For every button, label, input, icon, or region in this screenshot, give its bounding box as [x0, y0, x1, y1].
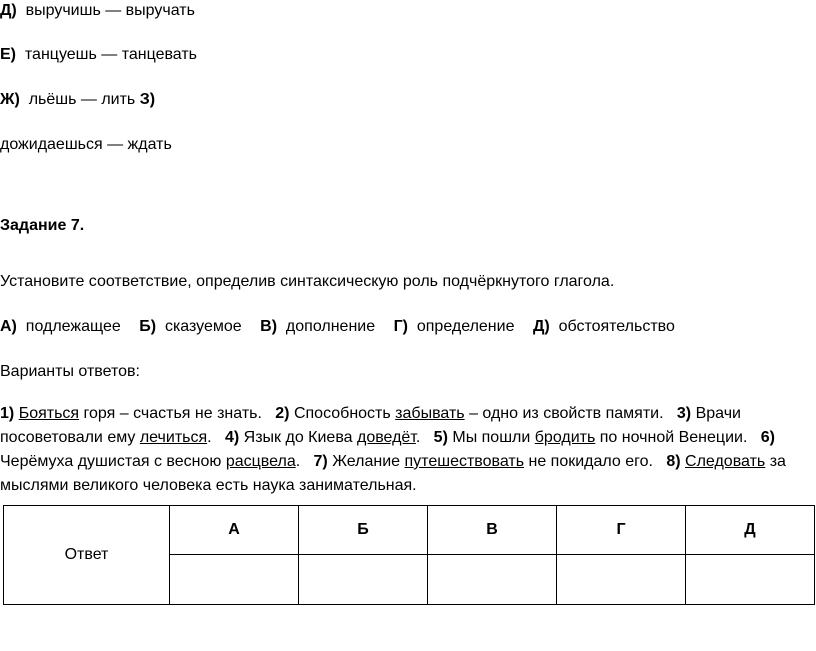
option-letter: Е)	[0, 46, 16, 63]
underlined-verb: расцвела	[225, 453, 296, 470]
answer-cell-a[interactable]	[170, 555, 299, 605]
sentence-number: 2)	[275, 405, 290, 422]
answer-row-label: Ответ	[4, 506, 170, 605]
sentence-7	[314, 453, 653, 470]
task-instruction	[0, 272, 614, 292]
sentence-number: 1)	[0, 405, 15, 422]
role-letter: Г)	[393, 318, 408, 335]
underlined-verb: доведёт	[356, 429, 416, 446]
answer-header-a: А	[170, 506, 299, 555]
sentence-text: Мы пошли	[452, 429, 531, 446]
task-title-text: Задание 7.	[0, 217, 85, 234]
answer-cell-d[interactable]	[686, 555, 815, 605]
option-text: выручишь — выручать	[25, 2, 195, 19]
option-z-text	[0, 135, 172, 155]
sentence-text: – одно из свойств памяти.	[469, 405, 664, 422]
option-letter: Ж)	[0, 91, 20, 108]
sentence-text: горя – счастья не знать.	[83, 405, 262, 422]
answer-cell-b[interactable]	[299, 555, 428, 605]
variants-label	[0, 362, 140, 382]
sentence-number: 4)	[224, 429, 240, 446]
role-text: сказуемое	[164, 318, 242, 335]
instruction-text: Установите соответствие, определив синтаксическую роль подчёркнутого глагола.	[0, 273, 615, 290]
sentence-text: Желание	[332, 453, 401, 470]
role-letter: А)	[0, 318, 17, 335]
role-text: обстоятельство	[558, 318, 675, 335]
answer-header-v: В	[428, 506, 557, 555]
sentence-text: за мыслями великого человека есть наука занимательная.	[0, 453, 786, 494]
sentence-5	[434, 429, 748, 446]
sentence-text: Врачи посоветовали ему	[0, 405, 741, 446]
sentence-text: .	[415, 429, 421, 446]
option-text: дожидаешься — ждать	[0, 136, 172, 153]
option-e	[0, 45, 197, 65]
option-letter: З)	[139, 91, 156, 108]
option-zh	[0, 90, 155, 110]
sentence-text: по ночной Венеции.	[599, 429, 748, 446]
answer-header-b: Б	[299, 506, 428, 555]
answer-header-d: Д	[686, 506, 815, 555]
role-letter: В)	[260, 318, 278, 335]
option-d	[0, 1, 195, 21]
option-letter: Д)	[0, 2, 17, 19]
role-letter: Д)	[532, 318, 550, 335]
underlined-verb: лечиться	[139, 429, 208, 446]
sentence-text: Способность	[293, 405, 391, 422]
sentence-number: 6)	[760, 429, 775, 446]
underlined-verb: Следовать	[685, 453, 766, 470]
underlined-verb: забывать	[395, 405, 465, 422]
sentence-text: .	[207, 429, 212, 446]
sentence-4	[225, 429, 420, 446]
sentence-2	[275, 405, 663, 422]
option-text: льёшь — лить	[28, 91, 136, 108]
variants-label-text: Варианты ответов:	[0, 363, 140, 380]
underlined-verb: путешествовать	[404, 453, 525, 470]
underlined-verb: Бояться	[18, 405, 80, 422]
sentence-number: 8)	[666, 453, 681, 470]
sentence-number: 5)	[433, 429, 448, 446]
answer-table	[3, 505, 815, 605]
sentence-number: 3)	[676, 405, 692, 422]
answer-cell-g[interactable]	[557, 555, 686, 605]
sentence-number: 7)	[313, 453, 328, 470]
roles-list	[0, 317, 675, 337]
sentence-text: не покидало его.	[528, 453, 653, 470]
role-text: подлежащее	[25, 318, 121, 335]
task-title	[0, 216, 84, 236]
sentence-text: Черёмуха душистая с весною	[0, 453, 222, 470]
underlined-verb: бродить	[534, 429, 596, 446]
option-text: танцуешь — танцевать	[24, 46, 198, 63]
role-text: дополнение	[285, 318, 376, 335]
answer-header-g: Г	[557, 506, 686, 555]
answer-cell-v[interactable]	[428, 555, 557, 605]
sentence-text: Язык до Киева	[243, 429, 353, 446]
sentence-1	[0, 405, 262, 422]
role-text: определение	[416, 318, 515, 335]
sentences-paragraph	[0, 402, 816, 498]
sentence-text: .	[295, 453, 301, 470]
role-letter: Б)	[139, 318, 157, 335]
answer-table-header-row	[4, 506, 815, 555]
